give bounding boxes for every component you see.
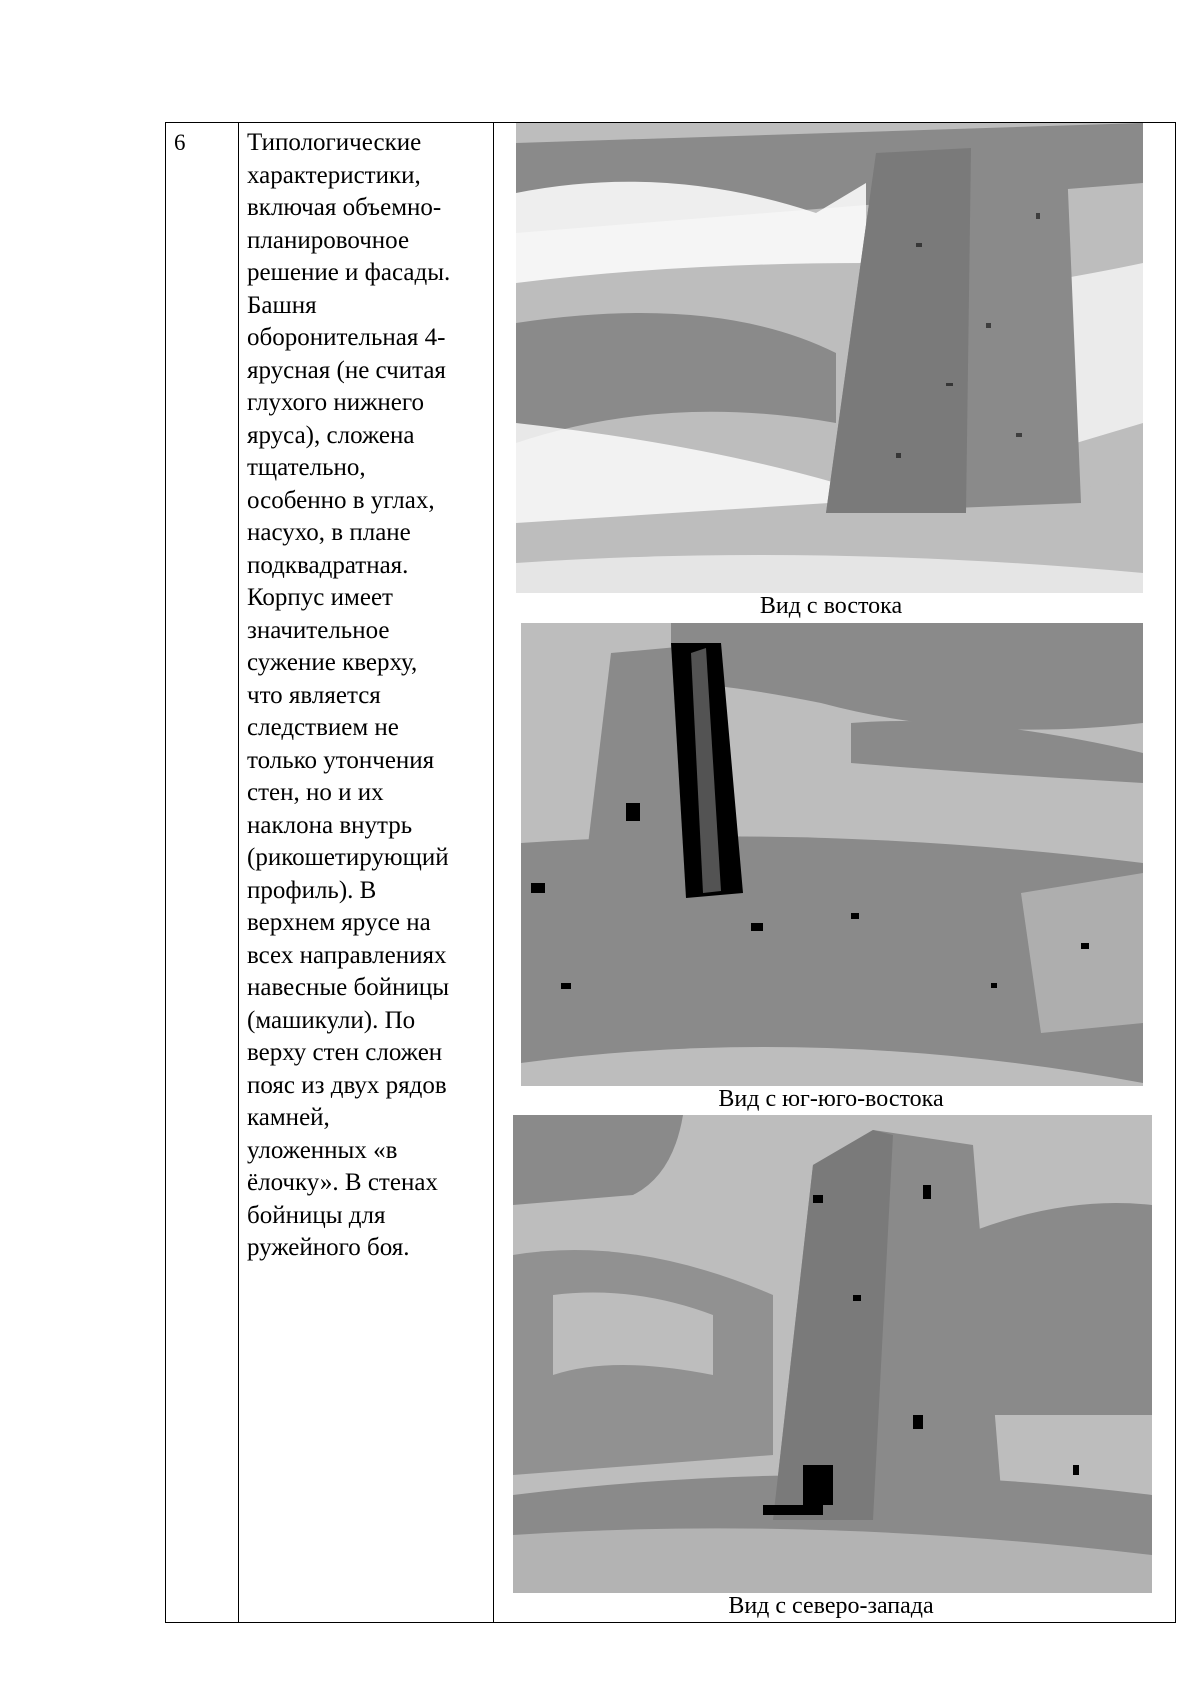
photo-caption-northwest: Вид с северо-запада [728,1593,934,1619]
column-divider [238,123,239,1622]
tower-photo-east [516,123,1143,593]
tower-photo-south-southeast [521,623,1143,1086]
photo-caption-east: Вид с востока [759,593,903,619]
description-table [165,122,1176,1623]
photo-caption-south-southeast: Вид с юг-юго-востока [718,1086,944,1112]
typology-description: Типологические характеристики, включая объемно- планировочное решение и фасады. Башня оборонительная 4- ярусная (не считая глухого нижнего яруса), сложена тщательно, особенно в углах, насухо, в плане подквадратная. Корпус имеет значительное сужение кверху, что является следствием не только утончения стен, но и их наклона внутрь (рикошетирующий профиль). В верхнем ярусе на всех направлениях навесные бойницы (машикули). По верху стен сложен пояс из двух рядов камней, уложенных «в ёлочку». В стенах бойницы для ружейного боя. [247,129,451,1261]
column-divider [493,123,494,1622]
tower-photo-northwest [513,1115,1152,1593]
row-number: 6 [174,130,186,155]
